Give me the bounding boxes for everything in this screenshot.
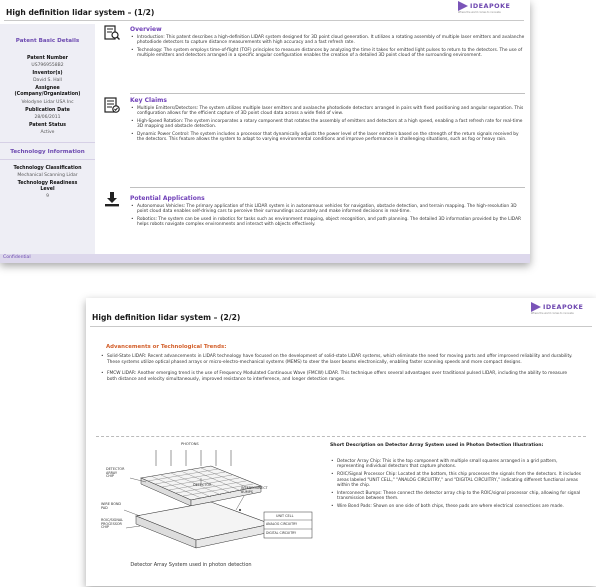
field-value: 9 (46, 194, 49, 199)
field-value: Velodyne Lidar USA Inc (21, 100, 74, 105)
field-label: Patent Number (26, 56, 69, 61)
roic-label: ROIC/SIGNAL PROCESSOR CHIP (101, 518, 124, 530)
slide-1 (0, 0, 530, 263)
detector-array-figure (96, 438, 326, 576)
list-item: • FMCW LIDAR: Another emerging trend is the use of Frequency Modulated Continuous Wave (FMCW) LIDAR. This technique offers several advantages over traditional pulsed LIDAR, including the ability to measure both distance and velocity simultaneously, improved resistance to interference, and longer detection ranges. (100, 371, 578, 382)
list-item: • Wire Bond Pads: Shown on one side of both chips, these pads are where electrical connections are made. (330, 504, 585, 509)
list-item: • High-Speed Rotation: The system incorporates a rotary component that rotates the assembly of emitters and detectors at a high speed, enabling a fast refresh rate for real-time 3D mapping and obstacle detection. (130, 119, 525, 130)
sidebar-divider (0, 159, 95, 160)
list-item: • Detector Array Chip: This is the top component with multiple small squares arranged in a grid pattern, representing individual detectors that capture photons. (330, 459, 585, 470)
section-divider (130, 187, 525, 188)
analog-label: ANALOG CIRCUITRY (266, 522, 298, 526)
description-list (330, 459, 585, 512)
field-value: Mechanical Scanning Lidar (17, 173, 78, 178)
section-divider (130, 93, 525, 94)
overview-heading: Overview (130, 26, 162, 33)
wire-bond-label: WIRE BOND PAD (101, 502, 122, 510)
claims-heading: Key Claims (130, 97, 168, 104)
trends-list (100, 354, 578, 389)
photons-label: PHOTONS (181, 442, 199, 446)
detector-label: DETECTOR (193, 483, 212, 487)
applications-heading: Potential Applications (130, 195, 205, 202)
field-value: 28/06/2011 (34, 115, 61, 120)
download-icon (104, 191, 120, 207)
field-label: Publication Date (25, 108, 70, 113)
sidebar-heading: Patent Basic Details (15, 38, 80, 44)
list-item: • Interconnect Bumps: These connect the detector array chip to the ROIC/signal processor chip, allowing for signal transmission between them. (330, 491, 585, 502)
claims-list (130, 106, 525, 145)
figure-caption: Detector Array System used in photon detection (130, 562, 252, 568)
sidebar-heading: Technology Information (10, 149, 85, 155)
description-title: Short Description on Detector Array System used in Photon Detection Illustration: (330, 443, 544, 448)
footer-bar (0, 254, 530, 263)
ideapoke-logo: IDEAPOKE Where the world comes to innovate (531, 303, 584, 315)
logo-triangle-icon (458, 1, 468, 11)
list-item: • Multiple Emitters/Detectors: The system utilizes multiple laser emitters and avalanche photodiode detectors arranged in pairs with fixed positioning and angular separation. This configuration allows for the efficient capture of 3D point cloud data across a wide field of view. (130, 106, 525, 117)
title-rule (4, 20, 524, 21)
confidential-label: Confidential (3, 255, 31, 260)
dashed-divider (96, 436, 586, 437)
slide-title: High definition lidar system – (2/2) (92, 313, 241, 322)
list-item: • Introduction: This patent describes a high-definition LIDAR system designed for 3D point cloud generation. It utilizes a rotating assembly of multiple laser emitters and avalanche photodiode detectors to capture distance measurements with high accuracy and a fast refresh rate. (130, 35, 525, 46)
overview-list (130, 35, 525, 61)
slide-2 (86, 298, 596, 586)
field-value: US7969558B2 (31, 63, 64, 68)
list-item: • Autonomous Vehicles: The primary application of this LIDAR system is in autonomous vehicles for navigation, obstacle detection, and terrain mapping. The high-resolution 3D point cloud data enables self-driving cars to perceive their surroundings accurately and make informed decisions in real-time. (130, 204, 525, 215)
document-search-icon (104, 25, 120, 41)
logo-triangle-icon (531, 302, 541, 312)
detector-array-label: DETECTOR ARRAY CHIP (106, 467, 125, 479)
title-rule (90, 326, 592, 327)
field-value: David S. Hall (33, 78, 62, 83)
digital-label: DIGITAL CIRCUITRY (266, 531, 297, 535)
list-item: • Dynamic Power Control: The system includes a processor that dynamically adjusts the power level of the laser emitters based on the strength of the return signals received by the detectors. This feature allows the system to adapt to varying environmental conditions and improve performance in challenging situations, such as fog or heavy rain. (130, 132, 525, 143)
field-label: Patent Status (28, 123, 67, 128)
field-value: Active (40, 130, 55, 135)
checklist-icon (104, 97, 120, 113)
list-item: • Robotics: The system can be used in robotics for tasks such as environment mapping, object recognition, and path planning. The detailed 3D information provided by the LIDAR helps robots navigate complex environments and interact with objects effectively. (130, 217, 525, 228)
field-label: Inventor(s) (32, 71, 63, 76)
field-label: Technology Readiness Level (17, 181, 78, 192)
sidebar-divider (0, 142, 95, 143)
field-label: Assignee (Company/Organization) (14, 86, 81, 97)
list-item: • ROIC/Signal Processor Chip: Located at the bottom, this chip processes the signals from the detectors. It includes areas labeled "UNIT CELL," "ANALOG CIRCUITRY," and "DIGITAL CIRCUITRY," indicating different functional areas within the chip. (330, 472, 585, 488)
interconnect-label: INTERCONNECT BUMPS (241, 486, 268, 494)
list-item: • Solid-State LIDAR: Recent advancements in LIDAR technology have focused on the development of solid-state LIDAR systems, which eliminate the need for moving parts and offer improved reliability and durability. These systems utilize optical phased arrays or micro-electro-mechanical systems (MEMS) to steer the laser beams electronically, enabling faster scanning speeds and more compact designs. (100, 354, 578, 365)
slide-title: High definition lidar system – (1/2) (6, 8, 155, 17)
ideapoke-logo: IDEAPOKE Where the world comes to innovate (458, 2, 511, 14)
field-label: Technology Classification (13, 166, 82, 171)
patent-details-sidebar (0, 24, 95, 254)
applications-list (130, 204, 525, 230)
trends-heading: Advancements or Technological Trends: (106, 344, 227, 350)
detector-array-diagram (96, 438, 326, 560)
list-item: • Technology: The system employs time-of-flight (TOF) principles to measure distances by analyzing the time it takes for emitted light pulses to return to the detectors. The use of multiple emitters and detectors arranged in a specific angular configuration enables the creation of a detailed 3D point cloud of the surrounding environment. (130, 48, 525, 59)
unit-cell-label: UNIT CELL (276, 514, 294, 518)
